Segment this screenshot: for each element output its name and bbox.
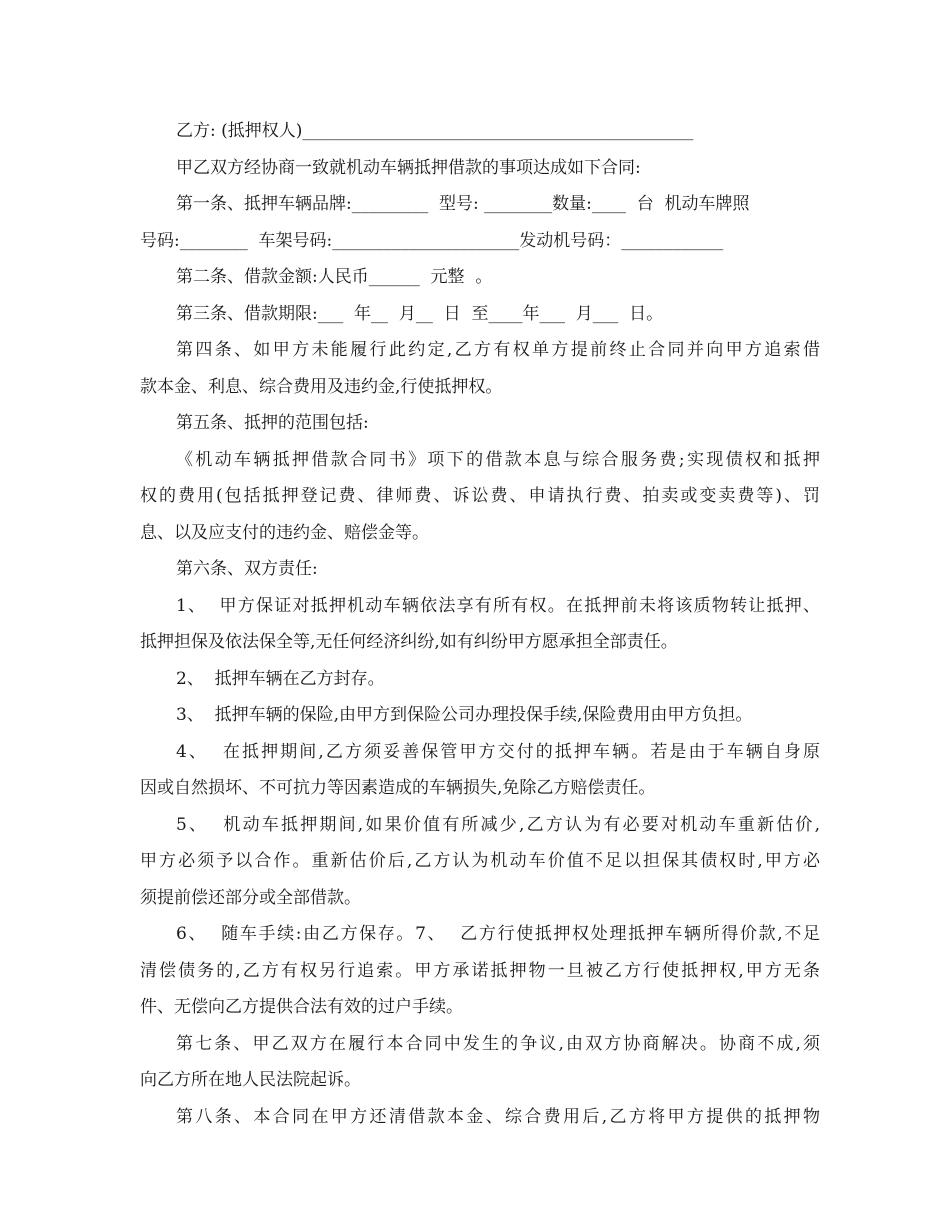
- contract-text-line: 抵押担保及依法保全等,无任何经济纠纷,如有纠纷甲方愿承担全部责任。: [140, 632, 678, 652]
- contract-body: [140, 113, 820, 1135]
- contract-text-line: 第一条、抵押车辆品牌:_________ 型号: ________数量:____ 台 机动车牌照: [176, 194, 750, 214]
- contract-text-line: 4、 在抵押期间,乙方须妥善保管甲方交付的抵押车辆。若是由于车辆自身原: [176, 741, 820, 762]
- contract-text-line: 乙方: (抵押权人)______________________________________________: [176, 121, 694, 141]
- contract-text-line: 须提前偿还部分或全部借款。: [140, 887, 361, 908]
- contract-text-line: 清偿债务的,乙方有权另行追索。甲方承诺抵押物一旦被乙方行使抵押权,甲方无条: [140, 960, 820, 981]
- contract-text-line: 甲方必须予以合作。重新估价后,乙方认为机动车价值不足以担保其债权时,甲方必: [140, 851, 820, 871]
- contract-text-line: 甲乙双方经协商一致就机动车辆抵押借款的事项达成如下合同:: [176, 157, 641, 178]
- contract-text-line: 6、 随车手续:由乙方保存。7、 乙方行使抵押权处理抵押车辆所得价款,不足: [176, 924, 820, 944]
- contract-text-line: 第八条、本合同在甲方还清借款本金、综合费用后,乙方将甲方提供的抵押物: [176, 1106, 820, 1127]
- contract-text-line: 因或自然损坏、不可抗力等因素造成的车辆损失,免除乙方赔偿责任。: [140, 778, 656, 798]
- contract-text-line: 第四条、如甲方未能履行此约定,乙方有权单方提前终止合同并向甲方追索借: [176, 340, 820, 360]
- contract-text-line: 息、以及应支付的违约金、赔偿金等。: [140, 522, 429, 543]
- contract-text-line: 款本金、利息、综合费用及违约金,行使抵押权。: [140, 376, 503, 397]
- contract-text-line: 向乙方所在地人民法院起诉。: [140, 1070, 361, 1090]
- contract-text-line: 件、无偿向乙方提供合法有效的过户手续。: [140, 997, 463, 1017]
- contract-text-line: 第六条、双方责任:: [176, 559, 318, 579]
- contract-text-line: 第七条、甲乙双方在履行本合同中发生的争议,由双方协商解决。协商不成,须: [176, 1033, 820, 1054]
- contract-text-line: 第二条、借款金额:人民币______ 元整 。: [176, 267, 493, 287]
- contract-text-line: 1、 甲方保证对抵押机动车辆依法享有所有权。在抵押前未将该质物转让抵押、: [176, 595, 820, 616]
- contract-text-line: 第三条、借款期限:___ 年__ 月__ 日 至____年___ 月___ 日。: [176, 303, 664, 324]
- contract-text-line: 号码:________ 车架号码:______________________发动机号码：____________: [140, 230, 724, 251]
- contract-text-line: 3、 抵押车辆的保险,由甲方到保险公司办理投保手续,保险费用由甲方负担。: [176, 705, 753, 725]
- contract-text-line: 5、 机动车抵押期间,如果价值有所减少,乙方认为有必要对机动车重新估价,: [176, 814, 820, 835]
- contract-text-line: 《机动车辆抵押借款合同书》项下的借款本息与综合服务费;实现债权和抵押: [176, 449, 820, 470]
- contract-text-line: 第五条、抵押的范围包括:: [176, 413, 369, 433]
- contract-text-line: 2、 抵押车辆在乙方封存。: [176, 668, 385, 689]
- contract-page: [140, 113, 820, 1135]
- contract-text-line: 权的费用(包括抵押登记费、律师费、诉讼费、申请执行费、拍卖或变卖费等)、罚: [140, 486, 820, 506]
